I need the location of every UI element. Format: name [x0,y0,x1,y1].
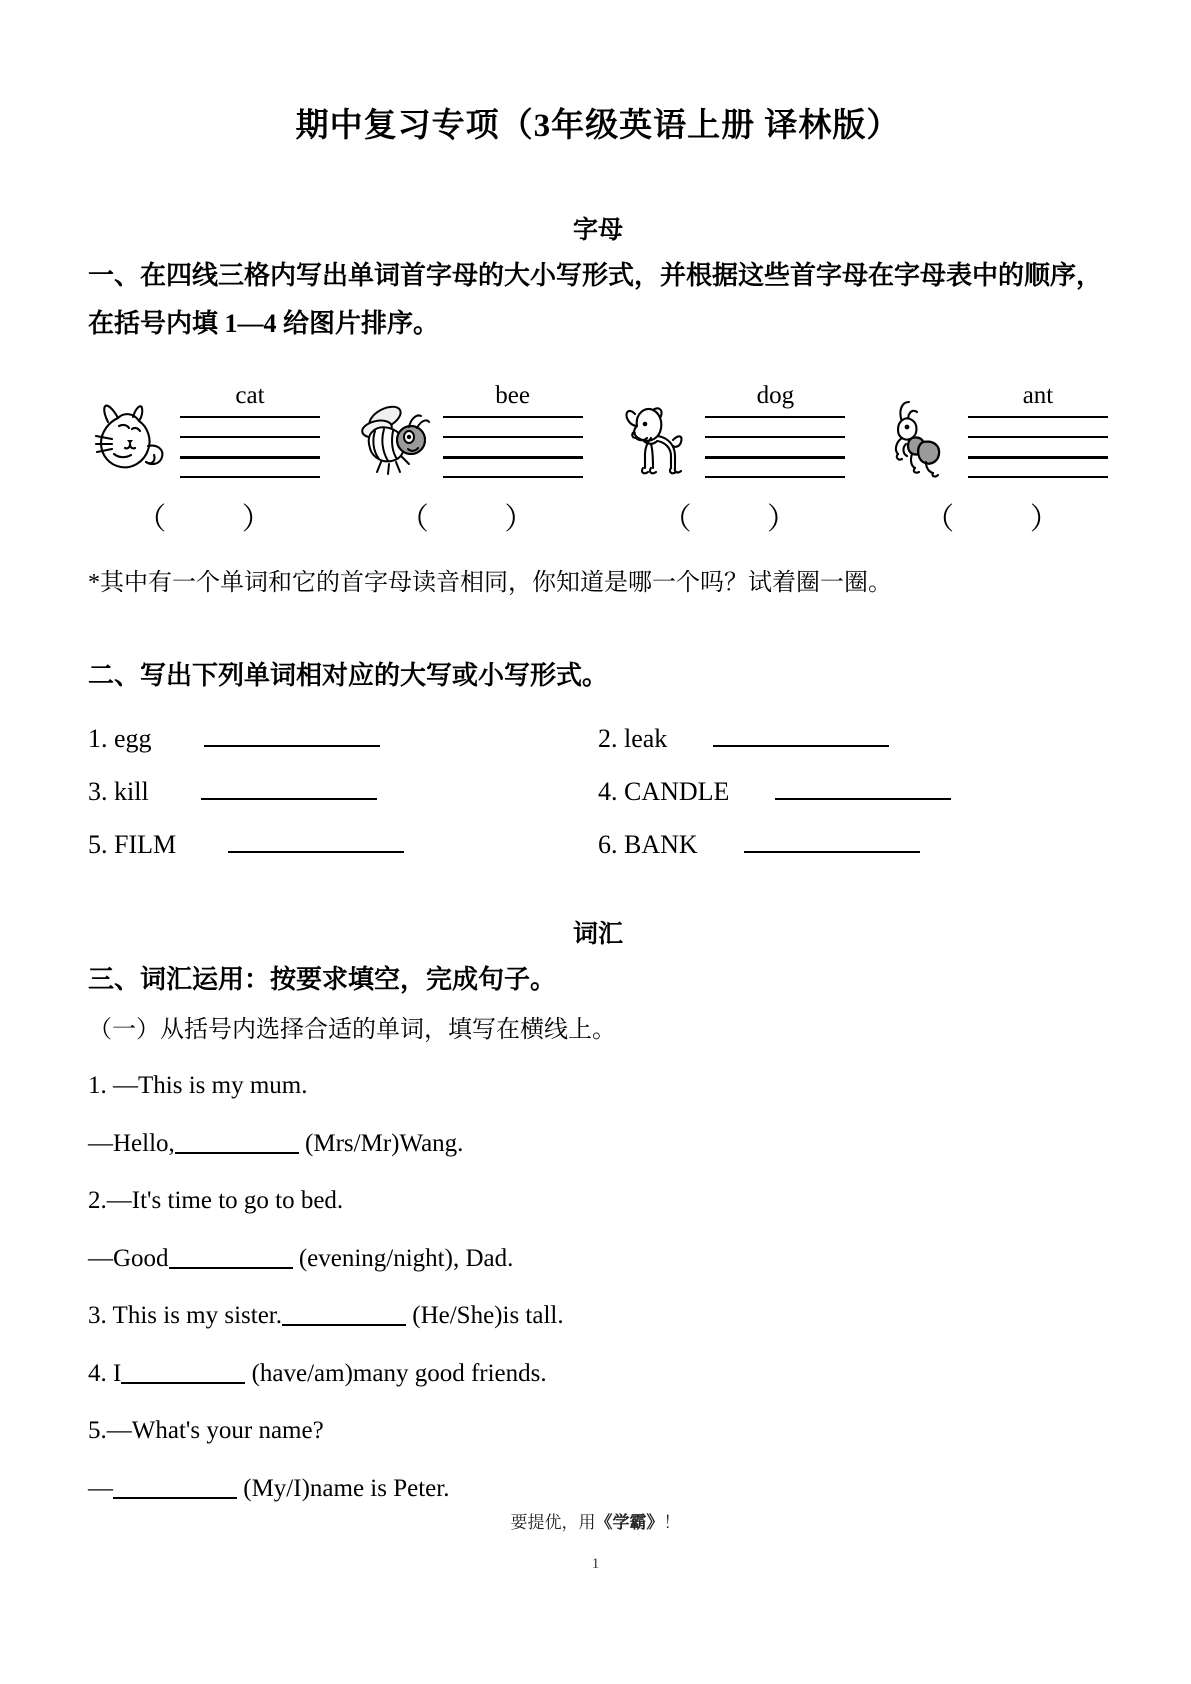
word-answer-blank[interactable] [744,825,920,853]
sentence-line [88,1292,1108,1340]
picture-word-row [88,378,1108,538]
word-item-3 [88,772,598,807]
word-label-ant: ant [1022,382,1054,410]
bee-icon [351,390,437,478]
sentence-text: 2.—It's time to go to bed. [88,1187,344,1215]
sentence-text: 4. I [88,1359,122,1387]
exercise-3-sentence-list [88,1062,1108,1512]
answer-blank[interactable] [175,1128,299,1154]
word-item-6 [598,825,1108,860]
exercise-2-instruction: 二、写出下列单词相对应的大写或小写形式。 [88,661,609,691]
footer-note-prefix: 要提优，用 [510,1513,596,1532]
word-item-label: 1. egg [88,723,152,753]
page-number: 1 [591,1556,600,1572]
four-line-grid[interactable] [705,416,845,478]
order-parenthesis-bee[interactable]: （ ） [398,503,569,537]
four-line-grid[interactable] [443,416,583,478]
word-item-5 [88,825,598,860]
word-item-label: 6. BANK [598,829,698,859]
exercise-3-instruction: 三、词汇运用：按要求填空，完成句子。 [88,964,557,994]
section-heading-letters: 字母 [572,216,623,244]
footer-note-brand: 《学霸》 [595,1513,664,1532]
sentence-text-after: (evening/night), Dad. [292,1244,514,1272]
ant-icon [876,390,962,478]
sentence-line [88,1120,1108,1168]
word-item-label: 3. kill [88,776,149,806]
picture-item-dog [613,378,845,538]
word-label-cat: cat [235,382,265,410]
sentence-line [88,1407,1108,1455]
four-line-grid[interactable] [968,416,1108,478]
sentence-text-after: (He/She)is tall. [406,1302,564,1330]
word-answer-blank[interactable] [228,825,404,853]
picture-item-cat [88,378,320,538]
exercise-3-sub-instruction: （一）从括号内选择合适的单词，填写在横线上。 [88,1016,616,1043]
footer-note-suffix: ！ [663,1513,681,1532]
page-title: 期中复习专项（3年级英语上册 译林版） [295,108,901,144]
sentence-line [88,1062,1108,1110]
sentence-line [88,1235,1108,1283]
exercise-1-instruction: 一、在四线三格内写出单词首字母的大小写形式，并根据这些首字母在字母表中的顺序，在括号内填 1—4 给图片排序。 [88,260,1103,338]
answer-blank[interactable] [169,1243,293,1269]
footer-note [0,1508,1191,1533]
sentence-text: 1. —This is my mum. [88,1072,308,1100]
page-content [88,0,1108,1684]
answer-blank[interactable] [121,1358,245,1384]
sentence-text: 3. This is my sister. [88,1302,283,1330]
word-answer-blank[interactable] [204,719,380,747]
exercise-2-word-list [88,719,1108,860]
word-item-label: 4. CANDLE [598,776,730,806]
sentence-text-after: (Mrs/Mr)Wang. [298,1129,464,1157]
word-answer-blank[interactable] [201,772,377,800]
word-list-row [88,719,1108,754]
sentence-line [88,1350,1108,1398]
order-parenthesis-ant[interactable]: （ ） [924,503,1094,537]
sentence-text: —Good [88,1244,169,1272]
word-answer-blank[interactable] [775,772,951,800]
word-label-dog: dog [756,382,795,410]
picture-item-ant [876,378,1108,538]
sentence-line [88,1177,1108,1225]
four-line-grid[interactable] [180,416,320,478]
exercise-1-note: *其中有一个单词和它的首字母读音相同，你知道是哪一个吗？试着圈一圈。 [88,570,892,597]
sentence-text: — [88,1474,113,1502]
word-list-row [88,772,1108,807]
word-item-label: 5. FILM [88,829,177,859]
word-item-2 [598,719,1108,754]
answer-blank[interactable] [282,1300,406,1326]
word-item-label: 2. leak [598,723,668,753]
sentence-text-after: (My/I)name is Peter. [237,1474,450,1502]
section-heading-vocabulary: 词汇 [572,920,623,948]
word-item-1 [88,719,598,754]
cat-icon [88,390,174,478]
sentence-text: —Hello, [88,1129,175,1157]
word-label-bee: bee [495,382,530,410]
order-parenthesis-cat[interactable]: （ ） [136,503,306,537]
word-item-4 [598,772,1108,807]
sentence-line [88,1465,1108,1513]
sentence-text-after: (have/am)many good friends. [245,1359,547,1387]
dog-icon [613,390,699,478]
word-list-row [88,825,1108,860]
order-parenthesis-dog[interactable]: （ ） [661,503,832,537]
answer-blank[interactable] [113,1473,237,1499]
picture-item-bee [351,378,583,538]
sentence-text: 5.—What's your name? [88,1417,324,1445]
word-answer-blank[interactable] [713,719,889,747]
